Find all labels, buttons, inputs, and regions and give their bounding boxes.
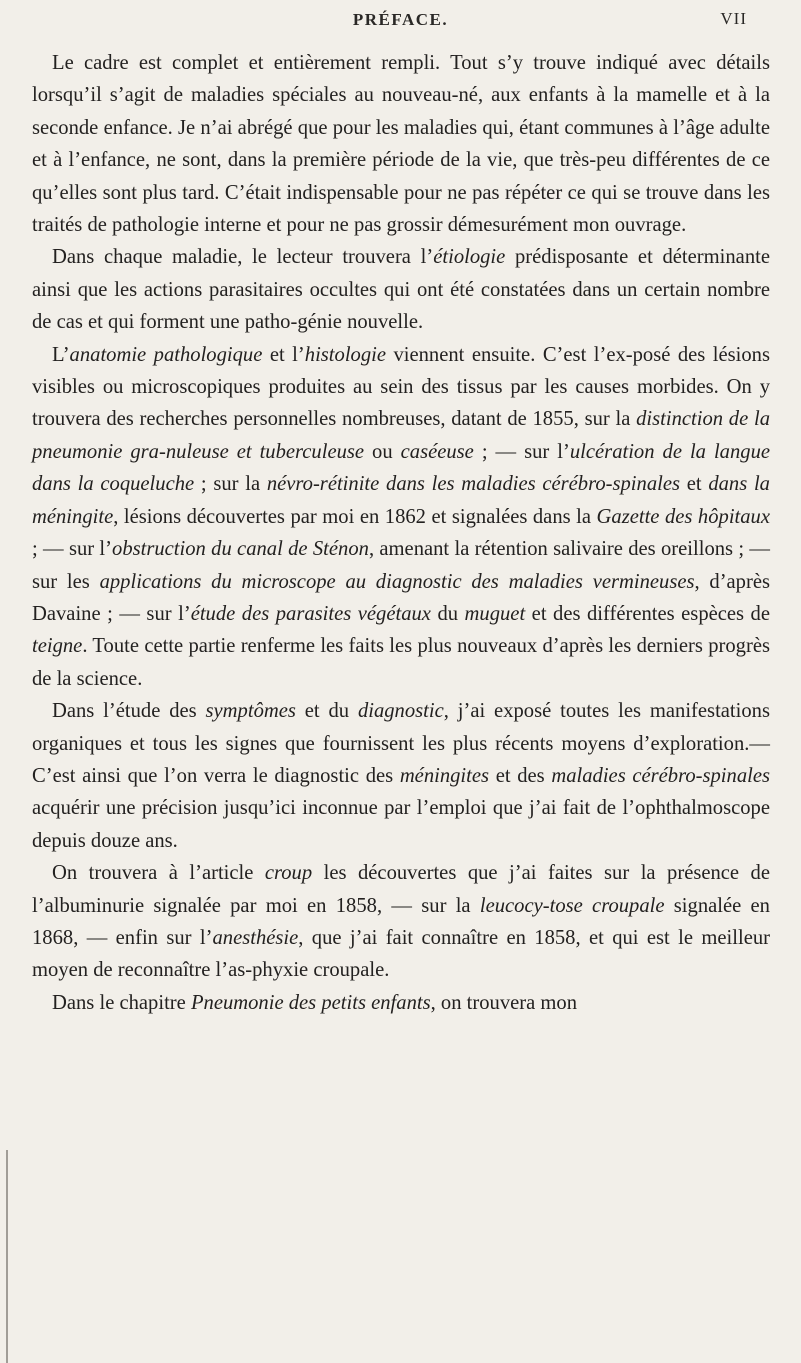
italic-term: névro-rétinite dans les maladies cérébro-spinales — [266, 473, 680, 496]
text-run: du — [430, 602, 465, 625]
italic-term: anatomie pathologique — [69, 343, 263, 366]
italic-term: caséeuse — [400, 440, 474, 463]
italic-term: diagnostic — [357, 700, 444, 723]
running-head — [0, 4, 801, 44]
italic-term: Gazette des hôpitaux — [596, 505, 770, 528]
text-run: , d’après Davaine ; — sur l’ — [32, 570, 770, 625]
italic-term: symptômes — [205, 700, 296, 723]
paragraph — [32, 339, 770, 695]
text-run: et des — [489, 764, 552, 787]
italic-term: distinction de la pneumonie gra-nuleuse et tuberculeuse — [32, 408, 771, 463]
italic-term: leucocy-tose croupale — [479, 894, 665, 917]
text-run: ; sur la — [194, 473, 267, 496]
text-run: et l’ — [262, 343, 305, 366]
text-run: Dans le chapitre — [52, 991, 191, 1014]
text-run: ou — [364, 440, 401, 463]
text-run: . Toute cette partie renferme les faits les plus nouveaux d’après les derniers progrès de la science. — [32, 635, 770, 690]
text-run: , j’ai exposé toutes les manifestations organiques et tous les signes que fournissent les plus récents moyens d’exploration.— C’est ainsi que l’on verra le diagnostic des — [32, 700, 770, 787]
text-run: L’ — [52, 343, 70, 366]
italic-term: étiologie — [433, 246, 506, 269]
text-run: acquérir une précision jusqu’ici inconnue par l’emploi que j’ai fait de l’ophthalmoscope depuis douze ans. — [32, 797, 770, 852]
text-run: Le cadre est complet et entièrement rempli. Tout s’y trouve indiqué avec détails lorsqu’il s’agit de maladies spéciales au nouveau-né, aux enfants à la mamelle et à la seconde enfance. Je n’ai abrégé que pour les maladies qui, étant communes à l’âge adulte et à l’enfance, ne sont, dans la première période de la vie, que très-peu différentes de ce qu’elles sont plus tard. C’était indispensable pour ne pas répéter ce qui se trouve dans les traités de pathologie interne et pour ne pas grossir démesurément mon ouvrage. — [32, 52, 770, 237]
text-run: , lésions découvertes par moi en 1862 et signalées dans la — [113, 505, 597, 528]
text-run: Dans l’étude des — [52, 700, 206, 723]
running-head-title: PRÉFACE. — [352, 10, 449, 29]
italic-term: teigne — [32, 635, 83, 658]
text-run: et — [680, 473, 709, 496]
italic-term: applications du microscope au diagnostic des maladies vermineuses — [99, 570, 695, 593]
text-run: Dans chaque maladie, le lecteur trouvera l’ — [52, 246, 434, 269]
text-run: les découvertes que j’ai faites sur la présence de l’albuminurie signalée par moi en 1858, — sur la — [32, 862, 770, 917]
italic-term: muguet — [464, 602, 526, 625]
body-text — [32, 47, 770, 1019]
text-run: et des différentes espèces de — [525, 602, 770, 625]
paragraph — [32, 857, 770, 987]
text-run: , amenant la rétention salivaire des oreillons ; — sur les — [32, 538, 771, 593]
paragraph — [32, 987, 770, 1019]
italic-term: Pneumonie des petits enfants — [190, 991, 431, 1014]
page-number: VII — [720, 9, 747, 28]
italic-term: méningites — [399, 764, 490, 787]
text-run: , on trouvera mon — [430, 991, 578, 1014]
italic-term: dans la méningite — [32, 473, 770, 528]
italic-term: ulcération de la langue dans la coqueluche — [32, 440, 771, 496]
paragraph — [32, 241, 770, 338]
text-run: ; — sur l’ — [473, 440, 570, 463]
italic-term: obstruction du canal de Sténon — [112, 538, 369, 561]
text-run: On trouvera à l’article — [52, 862, 265, 885]
paragraph — [32, 695, 770, 857]
italic-term: étude des parasites végétaux — [190, 602, 431, 625]
italic-term: histologie — [304, 343, 386, 366]
italic-term: anesthésie — [212, 926, 299, 949]
italic-term: maladies cérébro-spinales — [551, 764, 771, 787]
text-run: prédisposante et déterminante ainsi que les actions parasitaires occultes qui ont été constatées dans un certain nombre de cas et qui forment une patho-génie nouvelle. — [32, 246, 770, 334]
text-run: et du — [295, 700, 358, 723]
text-run: viennent ensuite. C’est l’ex-posé des lésions visibles ou microscopiques produites au sein des tissus par les causes morbides. On y trouvera des recherches personnelles nombreuses, datant de 1855, sur la — [32, 343, 770, 431]
text-run: , que j’ai fait connaître en 1858, et qui est le meilleur moyen de reconnaître l’as-phyxie croupale. — [32, 926, 770, 982]
paragraph — [32, 47, 770, 241]
text-run: ; — sur l’ — [32, 538, 113, 561]
text-run: signalée en 1868, — enfin sur l’ — [32, 894, 770, 949]
italic-term: croup — [264, 862, 313, 885]
page-edge-shadow — [6, 1150, 8, 1363]
